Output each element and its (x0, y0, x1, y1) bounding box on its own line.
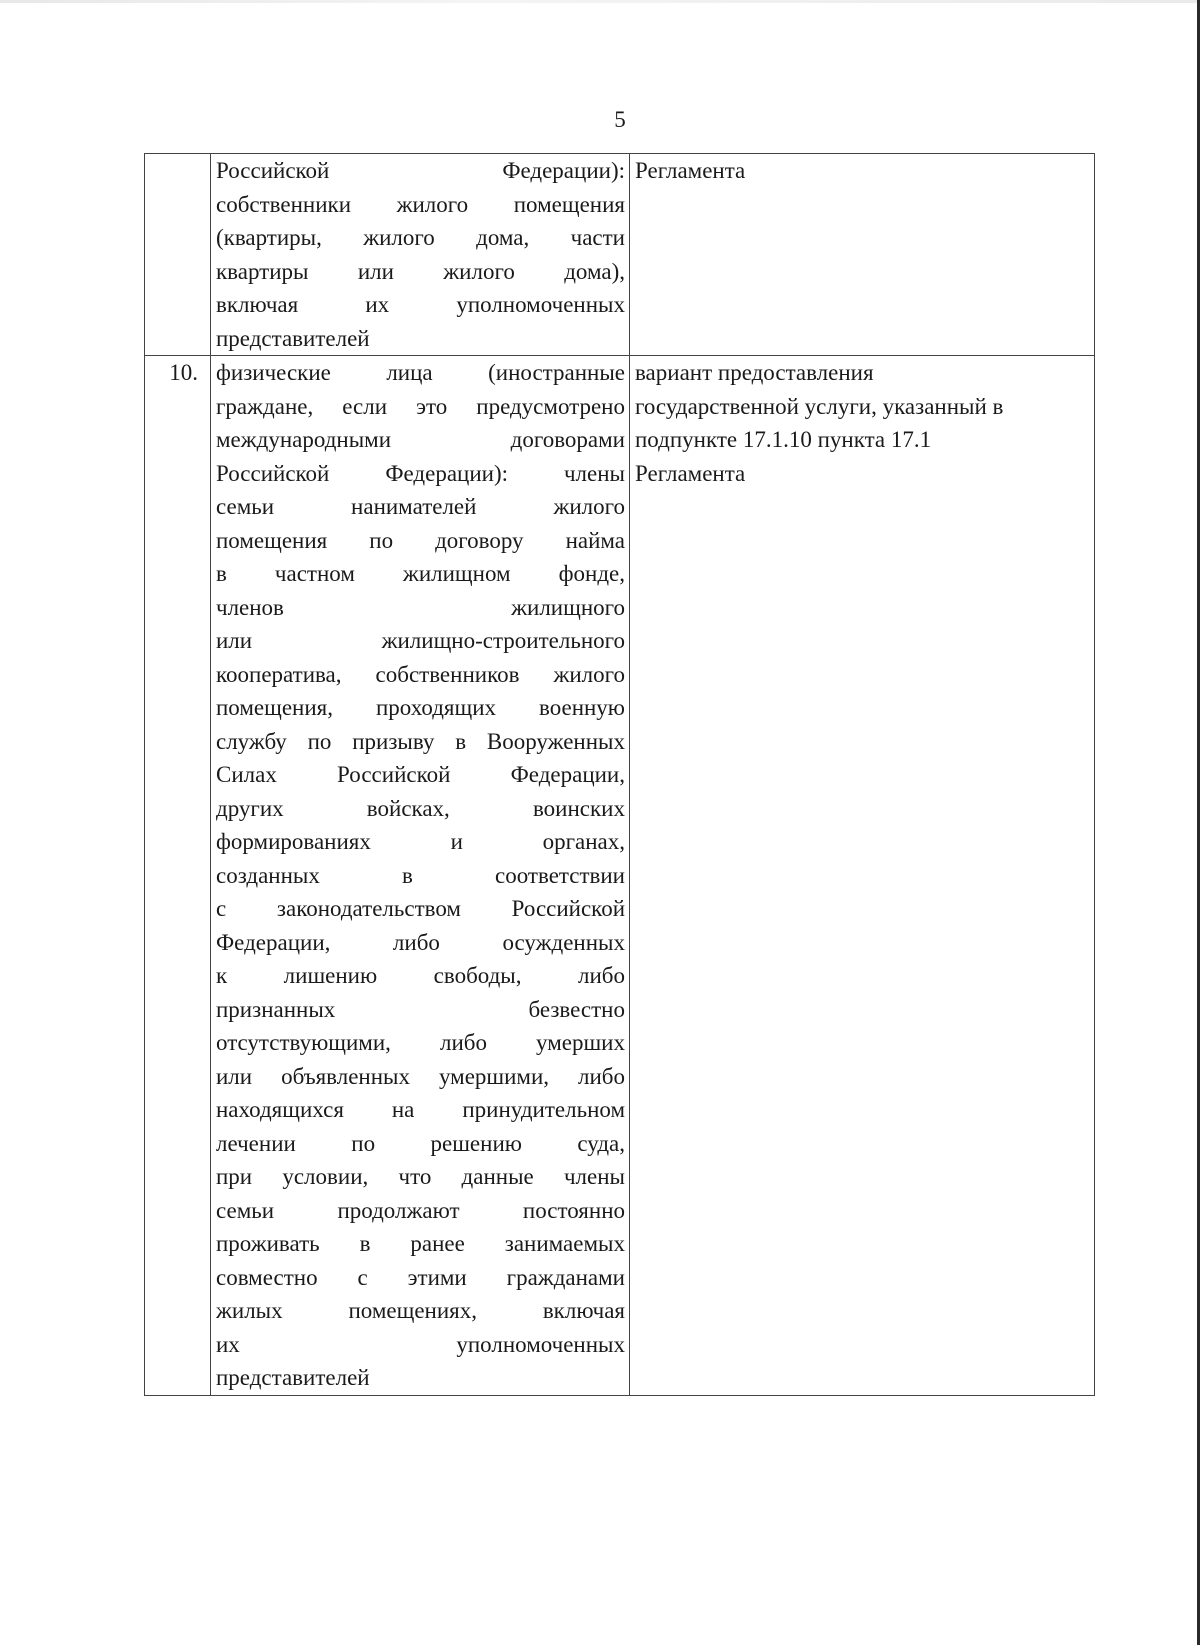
text-line: квартиры или жилого дома), (216, 258, 625, 284)
text-line: к лишению свободы, либо (216, 963, 625, 988)
applicant-category-cell (211, 356, 630, 1396)
scan-top-edge (0, 0, 1200, 3)
text-line: представителей (216, 325, 370, 351)
text-line: физические лица (иностранные (216, 360, 625, 385)
table-row (145, 356, 1095, 1396)
row-number-cell: 10. (145, 356, 211, 1396)
text-line: помещения по договору найма (216, 527, 625, 553)
text-line: признанных безвестно (216, 996, 625, 1022)
text-line: семьи продолжают постоянно (216, 1197, 625, 1223)
text-line: службу по призыву в Вооруженных (216, 728, 625, 754)
text-line: их уполномоченных (216, 1331, 625, 1357)
service-variant-cell (630, 154, 1095, 356)
text-line: членов жилищного (216, 594, 625, 620)
text-line: совместно с этими гражданами (216, 1264, 625, 1290)
text-line: лечении по решению суда, (216, 1130, 625, 1156)
text-line: находящихся на принудительном (216, 1097, 625, 1122)
text-line: проживать в ранее занимаемых (216, 1231, 625, 1256)
text-line: формированиях и органах, (216, 829, 625, 854)
variant-text (635, 356, 1090, 490)
row-number-cell (145, 154, 211, 356)
text-line: или объявленных умершими, либо (216, 1063, 625, 1089)
text-line: в частном жилищном фонде, (216, 561, 625, 586)
text-line: (квартиры, жилого дома, части (216, 225, 625, 250)
text-line: международными договорами (216, 427, 625, 452)
text-line: других войсках, воинских (216, 795, 625, 821)
text-line: Российской Федерации): (216, 158, 625, 183)
text-line: отсутствующими, либо умерших (216, 1030, 625, 1055)
text-line: граждане, если это предусмотрено (216, 393, 625, 419)
text-line: собственники жилого помещения (216, 191, 625, 217)
text-line: государственной услуги, указанный в (635, 393, 1004, 419)
text-line: Регламента (635, 158, 746, 183)
text-line: созданных в соответствии (216, 862, 625, 888)
text-line: Регламента (635, 460, 746, 486)
text-line: Российской Федерации): члены (216, 460, 625, 486)
variant-text (635, 154, 1090, 188)
applicant-category-cell (211, 154, 630, 356)
text-line: Силах Российской Федерации, (216, 762, 625, 787)
text-line: или жилищно-строительного (216, 628, 625, 653)
text-line: помещения, проходящих военную (216, 695, 625, 720)
text-line: жилых помещениях, включая (216, 1298, 625, 1323)
category-text (216, 356, 625, 1395)
applicant-variants-table (144, 153, 1095, 1396)
text-line: вариант предоставления (635, 360, 874, 385)
table-row (145, 154, 1095, 356)
text-line: при условии, что данные члены (216, 1164, 625, 1189)
category-text (216, 154, 625, 355)
text-line: Федерации, либо осужденных (216, 929, 625, 955)
service-variant-cell (630, 356, 1095, 1396)
text-line: кооператива, собственников жилого (216, 661, 625, 687)
text-line: представителей (216, 1365, 370, 1390)
text-line: включая их уполномоченных (216, 292, 625, 317)
text-line: подпункте 17.1.10 пункта 17.1 (635, 427, 932, 452)
text-line: с законодательством Российской (216, 896, 625, 921)
page-number: 5 (614, 107, 626, 132)
text-line: семьи нанимателей жилого (216, 494, 625, 519)
